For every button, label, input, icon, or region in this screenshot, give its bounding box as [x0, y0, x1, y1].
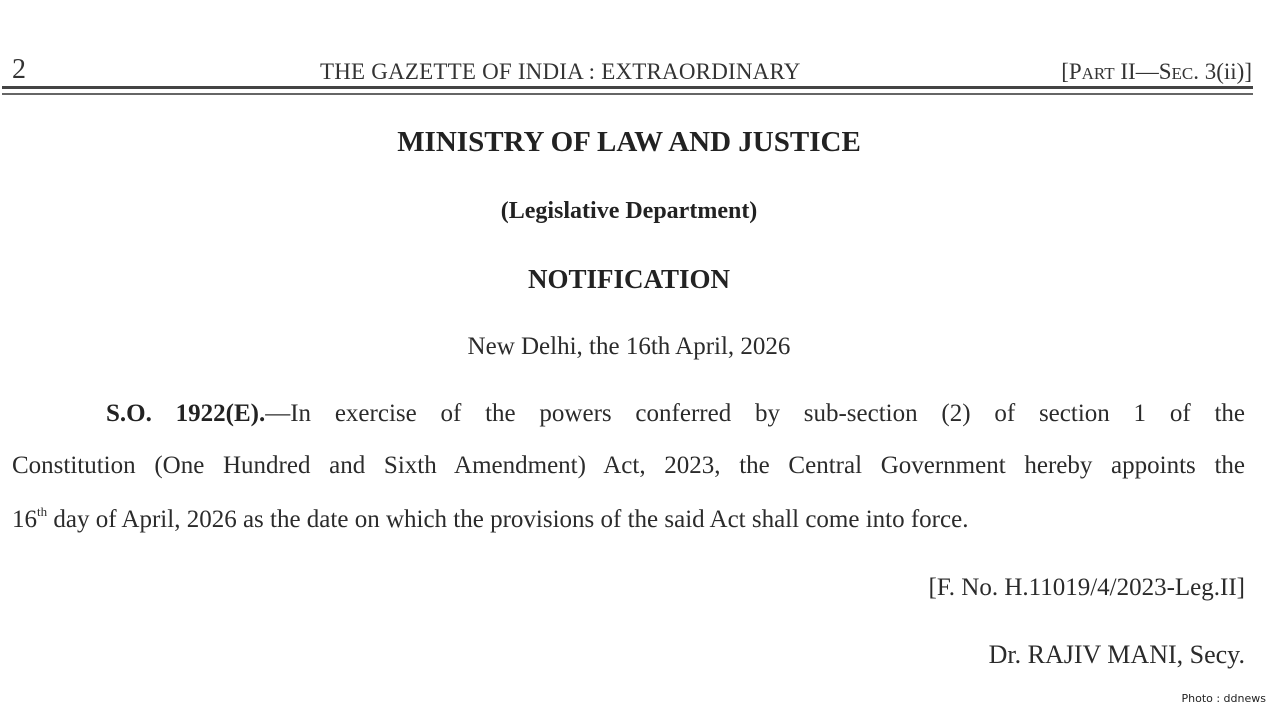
- place-date: New Delhi, the 16th April, 2026: [467, 333, 791, 360]
- signatory: Dr. RAJIV MANI, Secy.: [988, 640, 1245, 669]
- part-number: II—S: [1114, 59, 1172, 84]
- ministry-heading: MINISTRY OF LAW AND JUSTICE: [397, 126, 861, 158]
- body-line-2: Constitution (One Hundred and Sixth Amendment) Act, 2023, the Central Government hereby appoints the: [12, 452, 1245, 479]
- publication-title: THE GAZETTE OF INDIA : EXTRAORDINARY: [320, 59, 801, 84]
- day-ordinal: th: [37, 504, 48, 519]
- photo-credit: Photo : ddnews: [1181, 692, 1266, 705]
- header-rule-bottom: [2, 93, 1253, 95]
- part-open: [P: [1061, 59, 1082, 84]
- header-rule-top: [2, 86, 1253, 89]
- section-number: . 3(ii)]: [1193, 59, 1252, 84]
- page-number: 2: [12, 54, 26, 85]
- body-line-3: [12, 504, 968, 534]
- file-number: [F. No. H.11019/4/2023-Leg.II]: [928, 574, 1245, 601]
- part-section-label: [1061, 59, 1252, 85]
- so-number: S.O. 1922(E).: [106, 400, 266, 427]
- day-number: 16: [12, 506, 37, 533]
- part-smallcaps: ART: [1081, 64, 1115, 83]
- body-line-3-text: day of April, 2026 as the date on which the provisions of the said Act shall come into force.: [47, 506, 969, 533]
- body-line-1: [106, 400, 1245, 428]
- notification-heading: NOTIFICATION: [527, 264, 731, 294]
- department-heading: (Legislative Department): [500, 198, 758, 224]
- section-smallcaps: EC: [1171, 64, 1194, 83]
- body-line-1-text: —In exercise of the powers conferred by sub-section (2) of section 1 of the: [265, 400, 1245, 427]
